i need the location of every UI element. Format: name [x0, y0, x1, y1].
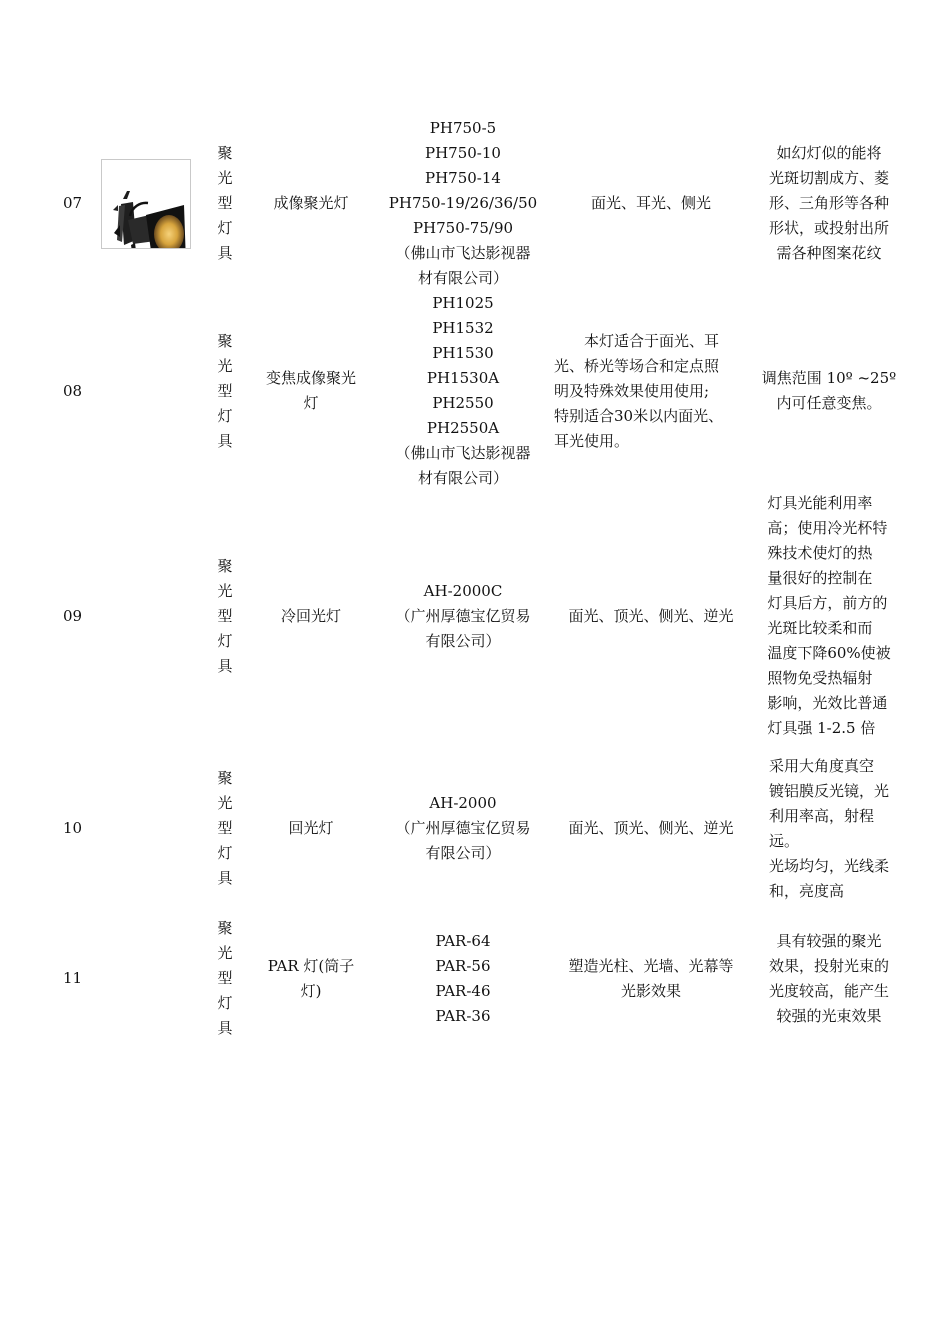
lamp-usage: 面光、顶光、侧光、逆光 — [568, 606, 734, 625]
lamp-usage: 本灯适合于面光、耳 光、桥光等场合和定点照 明及特殊效果使用使用; 特别适合30米以内面光、 耳光使用。 — [554, 331, 724, 450]
lamp-name: 回光灯 — [288, 819, 334, 837]
row-number: 07 — [62, 194, 83, 212]
row-number: 11 — [62, 969, 83, 987]
ellipsoidal-spotlight-icon — [102, 185, 191, 249]
lamp-type: 聚 光 型 灯 具 — [217, 769, 233, 887]
lamp-models: AH-2000 （广州厚德宝亿贸易 有限公司） — [395, 794, 531, 862]
lamp-type: 聚 光 型 灯 具 — [217, 144, 233, 262]
table-row-10 — [0, 741, 950, 916]
lamp-description: 采用大角度真空 镀铝膜反光镜，光 利用率高，射程 远。 光场均匀，光线柔 和，亮度高 — [768, 756, 889, 900]
lamp-description: 调焦范围 10º ~25º 内可任意变焦。 — [761, 369, 897, 412]
lamp-models: PH750-5 PH750-10 PH750-14 PH750-19/26/36/50 PH750-75/90 （佛山市飞达影视器 材有限公司） — [388, 119, 538, 287]
lamp-models: AH-2000C （广州厚德宝亿贸易 有限公司） — [395, 581, 531, 650]
table-row-11 — [0, 916, 950, 1041]
lamp-usage: 塑造光柱、光墙、光幕等 光影效果 — [568, 956, 734, 1000]
lamp-description: 如幻灯似的能将 光斑切割成方、菱 形、三角形等各种 形状，或投射出所 需各种图案花纹 — [768, 144, 889, 262]
lamp-models: PH1025 PH1532 PH1530 PH1530A PH2550 PH2550A （佛山市飞达影视器 材有限公司） — [395, 294, 531, 487]
lamp-image-cell — [100, 116, 192, 291]
lamp-type: 聚 光 型 灯 具 — [217, 331, 233, 450]
lamp-description: 灯具光能利用率 高；使用冷光杯特 殊技术使灯的热 量很好的控制在 灯具后方，前方的 光斑比较柔和而 温度下降60%使被 照物免受热辐射 影响，光效比普通 灯具强 1-2.5 倍 — [767, 494, 891, 737]
lamp-type: 聚 光 型 灯 具 — [217, 556, 233, 675]
lamp-usage: 面光、耳光、侧光 — [590, 194, 711, 212]
lamp-name: PAR 灯(筒子 灯) — [267, 956, 355, 1000]
table-row-08 — [0, 291, 950, 491]
lamp-usage: 面光、顶光、侧光、逆光 — [568, 819, 734, 837]
lamp-name: 变焦成像聚光 灯 — [265, 369, 356, 412]
row-number: 10 — [62, 819, 83, 837]
table-row-07 — [0, 116, 950, 291]
table-row-09 — [0, 491, 950, 741]
lamp-description: 具有较强的聚光 效果，投射光束的 光度较高，能产生 较强的光束效果 — [768, 931, 889, 1025]
row-number: 08 — [62, 381, 83, 400]
lamp-type: 聚 光 型 灯 具 — [217, 919, 233, 1037]
lamp-models: PAR-64 PAR-56 PAR-46 PAR-36 — [435, 931, 491, 1025]
spotlight-image — [101, 159, 191, 249]
row-number: 09 — [62, 606, 83, 625]
lamp-name: 成像聚光灯 — [273, 194, 349, 212]
lamp-name: 冷回光灯 — [280, 606, 341, 625]
